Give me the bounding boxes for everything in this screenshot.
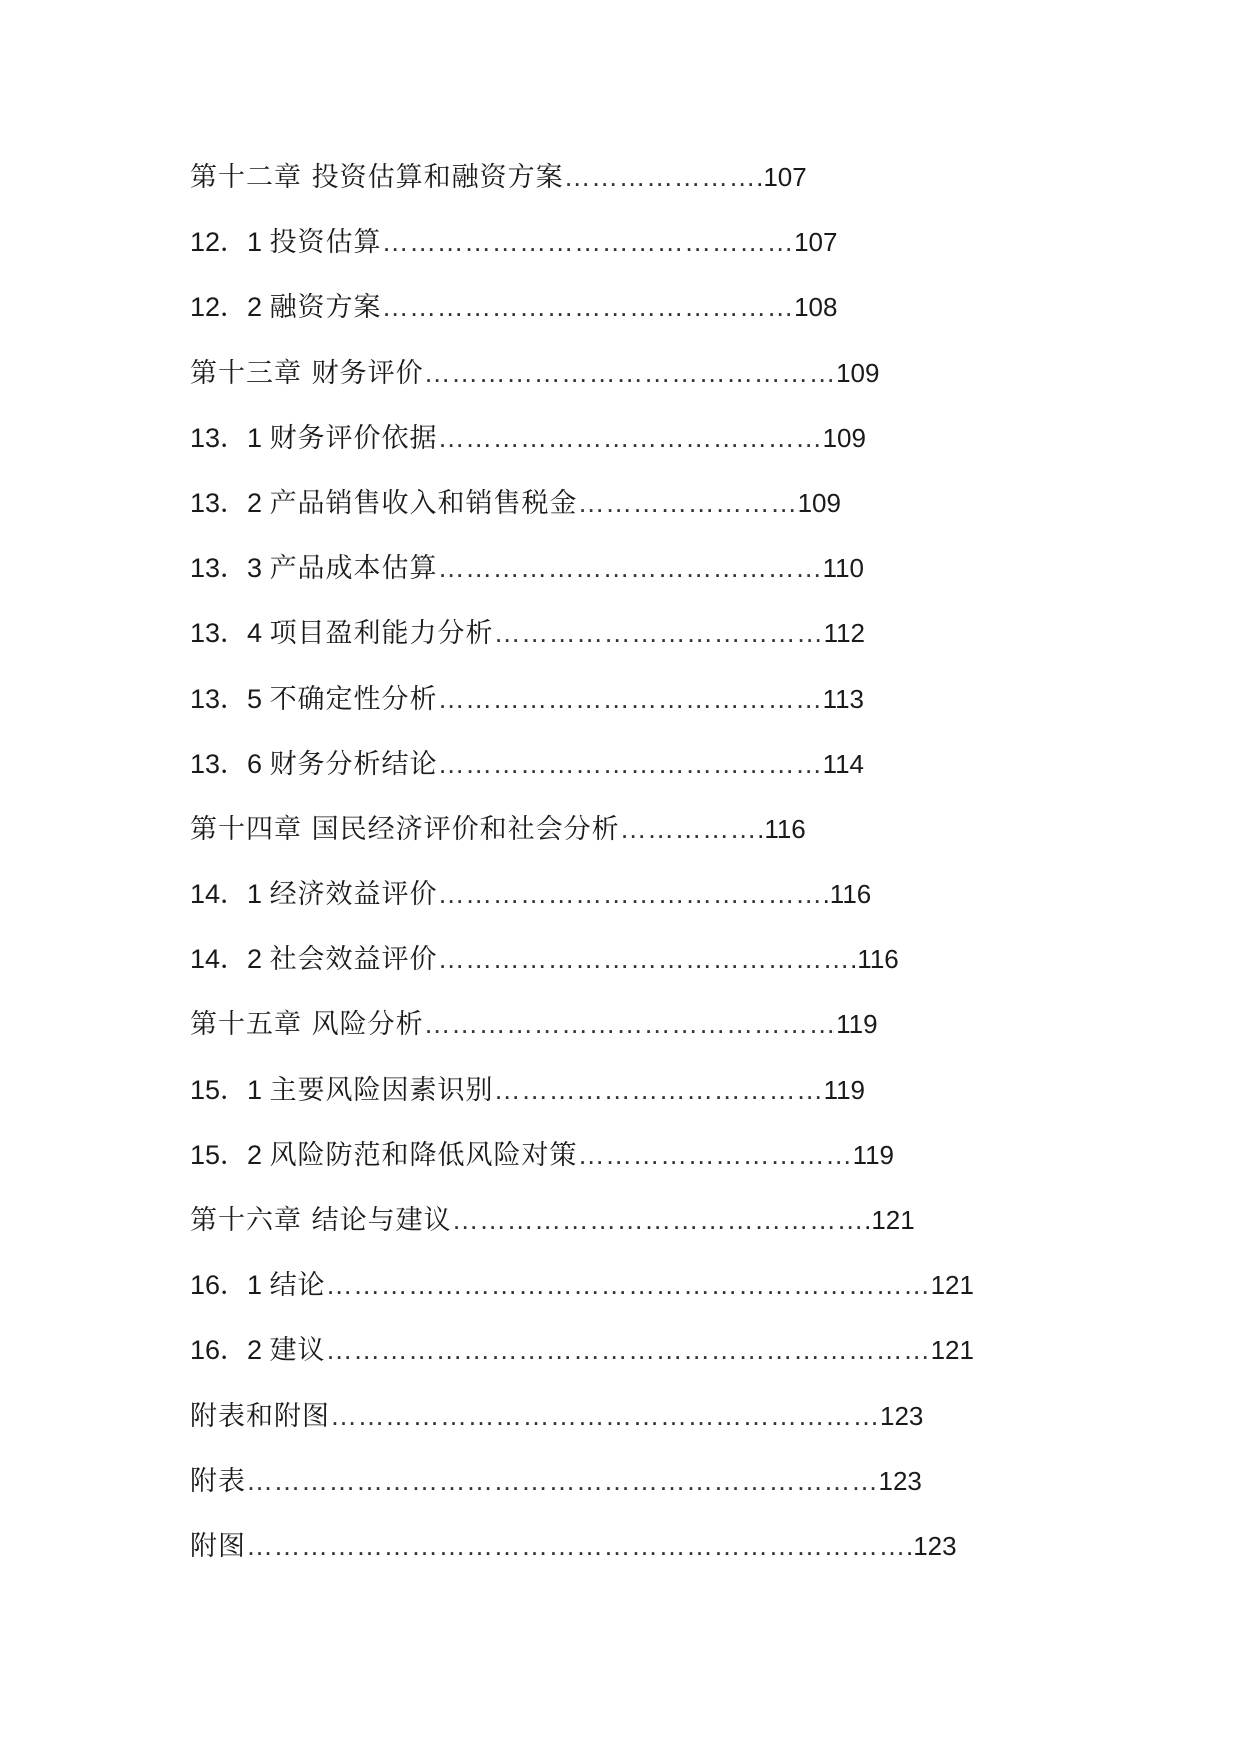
- toc-entry-leader: ……………………: [577, 487, 798, 518]
- toc-entry-page: 109: [836, 357, 880, 388]
- toc-entry-title: 财务分析结论: [269, 748, 438, 780]
- toc-entry-leader: ………………………………………: [451, 1205, 865, 1235]
- toc-entry[interactable]: [190, 160, 1050, 225]
- toc-entry-page: .121: [864, 1205, 915, 1235]
- toc-entry-number: 12．2: [190, 292, 270, 323]
- toc-entry-page: .116: [850, 944, 899, 975]
- toc-entry-title: 结论: [269, 1270, 326, 1302]
- toc-entry-page: 123: [880, 1400, 924, 1431]
- toc-entry-leader: ……………: [619, 813, 758, 844]
- toc-entry-number: 13．5: [190, 683, 270, 714]
- toc-entry-number: 13．4: [190, 618, 270, 649]
- toc-entry-number: 16．1: [190, 1270, 270, 1301]
- toc-entry-title: 不确定性分析: [269, 683, 438, 715]
- toc-entry-title: 产品成本估算: [269, 553, 438, 585]
- toc-entry[interactable]: [190, 1138, 1050, 1203]
- toc-entry-number: 16．2: [190, 1335, 270, 1366]
- toc-entry-page: 121: [930, 1335, 974, 1366]
- toc-entry-page: 119: [823, 1074, 866, 1105]
- toc-entry-page: 110: [822, 553, 865, 584]
- toc-entry-title: 融资方案: [269, 292, 382, 324]
- toc-entry[interactable]: [190, 1203, 1050, 1268]
- toc-entry-title: 投资估算: [269, 227, 382, 259]
- toc-entry-leader: ………………………………………: [423, 1009, 837, 1040]
- toc-entry-title: 风险防范和降低风险对策: [269, 1139, 578, 1171]
- toc-entry-leader: ……………………………………: [437, 553, 823, 584]
- toc-entry-page: .116: [757, 813, 806, 844]
- toc-entry-number: 14．2: [190, 944, 270, 975]
- toc-entry-leader: ………………………………………: [381, 227, 795, 258]
- toc-entry-number: 13．6: [190, 748, 270, 779]
- toc-entry-title: 第十五章 风险分析: [190, 1009, 424, 1041]
- toc-entry[interactable]: [190, 1464, 1050, 1529]
- toc-entry-page: 112: [823, 618, 866, 649]
- toc-entry-number: 13．2: [190, 487, 270, 518]
- toc-entry-title: 产品销售收入和销售税金: [269, 487, 578, 519]
- toc-entry[interactable]: [190, 682, 1050, 747]
- toc-entry[interactable]: [190, 1268, 1050, 1333]
- toc-entry[interactable]: [190, 1007, 1050, 1072]
- table-of-contents: [190, 160, 1050, 1594]
- toc-entry-leader: ………………………………: [493, 1074, 824, 1105]
- toc-entry-page: 109: [822, 422, 866, 453]
- toc-entry-leader: ………………………………………: [437, 944, 851, 975]
- toc-entry[interactable]: [190, 877, 1050, 942]
- toc-entry-title: 附表: [190, 1465, 246, 1497]
- toc-entry[interactable]: [190, 290, 1050, 355]
- toc-entry-leader: …………………………: [577, 1139, 853, 1170]
- toc-entry-page: 121: [930, 1270, 974, 1301]
- toc-entry-leader: ……………………………………: [437, 879, 823, 910]
- toc-entry-page: 113: [822, 683, 865, 714]
- toc-entry-page: .107: [756, 162, 807, 192]
- toc-entry-leader: ……………………………………………………………: [246, 1465, 879, 1496]
- toc-entry-number: 12．1: [190, 227, 270, 258]
- toc-entry-title: 财务评价依据: [269, 422, 438, 454]
- toc-entry[interactable]: [190, 551, 1050, 616]
- toc-entry-leader: ………………………………………………………………: [246, 1530, 906, 1561]
- toc-entry[interactable]: [190, 356, 1050, 421]
- toc-entry-title: 经济效益评价: [269, 879, 438, 911]
- toc-entry[interactable]: [190, 1333, 1050, 1398]
- toc-entry-title: 附表和附图: [190, 1400, 330, 1432]
- toc-entry-title: 第十六章 结论与建议: [190, 1205, 452, 1236]
- toc-entry[interactable]: [190, 1529, 1050, 1594]
- toc-entry-title: 项目盈利能力分析: [269, 618, 494, 650]
- toc-entry-leader: ……………………………………: [437, 422, 823, 453]
- toc-entry-title: 第十四章 国民经济评价和社会分析: [190, 813, 620, 845]
- toc-entry-page: 109: [797, 487, 841, 518]
- toc-entry[interactable]: [190, 1073, 1050, 1138]
- toc-entry[interactable]: [190, 1399, 1050, 1464]
- toc-entry-title: 第十三章 财务评价: [190, 357, 424, 389]
- toc-entry-page: 108: [794, 292, 838, 323]
- toc-entry-page: .123: [906, 1530, 957, 1561]
- toc-entry-title: 社会效益评价: [269, 944, 438, 976]
- toc-entry-title: 建议: [269, 1335, 326, 1367]
- toc-entry[interactable]: [190, 747, 1050, 812]
- toc-entry-leader: …………………: [563, 162, 757, 192]
- toc-entry-page: 119: [836, 1009, 878, 1040]
- toc-entry[interactable]: [190, 812, 1050, 877]
- toc-entry-leader: ……………………………………: [437, 748, 823, 779]
- toc-entry-leader: ………………………………: [493, 618, 824, 649]
- toc-entry-number: 15．2: [190, 1139, 270, 1170]
- toc-entry-number: 13．3: [190, 553, 270, 584]
- toc-entry-leader: …………………………………………………………: [325, 1270, 931, 1301]
- toc-entry-leader: ……………………………………………………: [330, 1400, 880, 1431]
- toc-entry-leader: ……………………………………: [437, 683, 823, 714]
- toc-entry[interactable]: [190, 616, 1050, 681]
- toc-entry-leader: ………………………………………: [423, 357, 837, 388]
- toc-entry-number: 14．1: [190, 879, 270, 910]
- toc-entry[interactable]: [190, 486, 1050, 551]
- toc-entry-title: 附图: [190, 1530, 246, 1562]
- toc-entry-page: 119: [852, 1139, 895, 1170]
- toc-entry-leader: ………………………………………: [381, 292, 795, 323]
- toc-entry-title: 第十二章 投资估算和融资方案: [190, 162, 564, 193]
- toc-entry-title: 主要风险因素识别: [269, 1074, 494, 1106]
- toc-entry-page: 123: [878, 1465, 922, 1496]
- toc-entry-page: 114: [822, 748, 865, 779]
- toc-entry-leader: …………………………………………………………: [325, 1335, 931, 1366]
- toc-entry[interactable]: [190, 421, 1050, 486]
- toc-entry[interactable]: [190, 942, 1050, 1007]
- toc-entry-page: .116: [822, 879, 872, 910]
- toc-entry-number: 13．1: [190, 422, 270, 453]
- toc-entry[interactable]: [190, 225, 1050, 290]
- toc-entry-page: 107: [794, 227, 838, 258]
- toc-entry-number: 15．1: [190, 1074, 270, 1105]
